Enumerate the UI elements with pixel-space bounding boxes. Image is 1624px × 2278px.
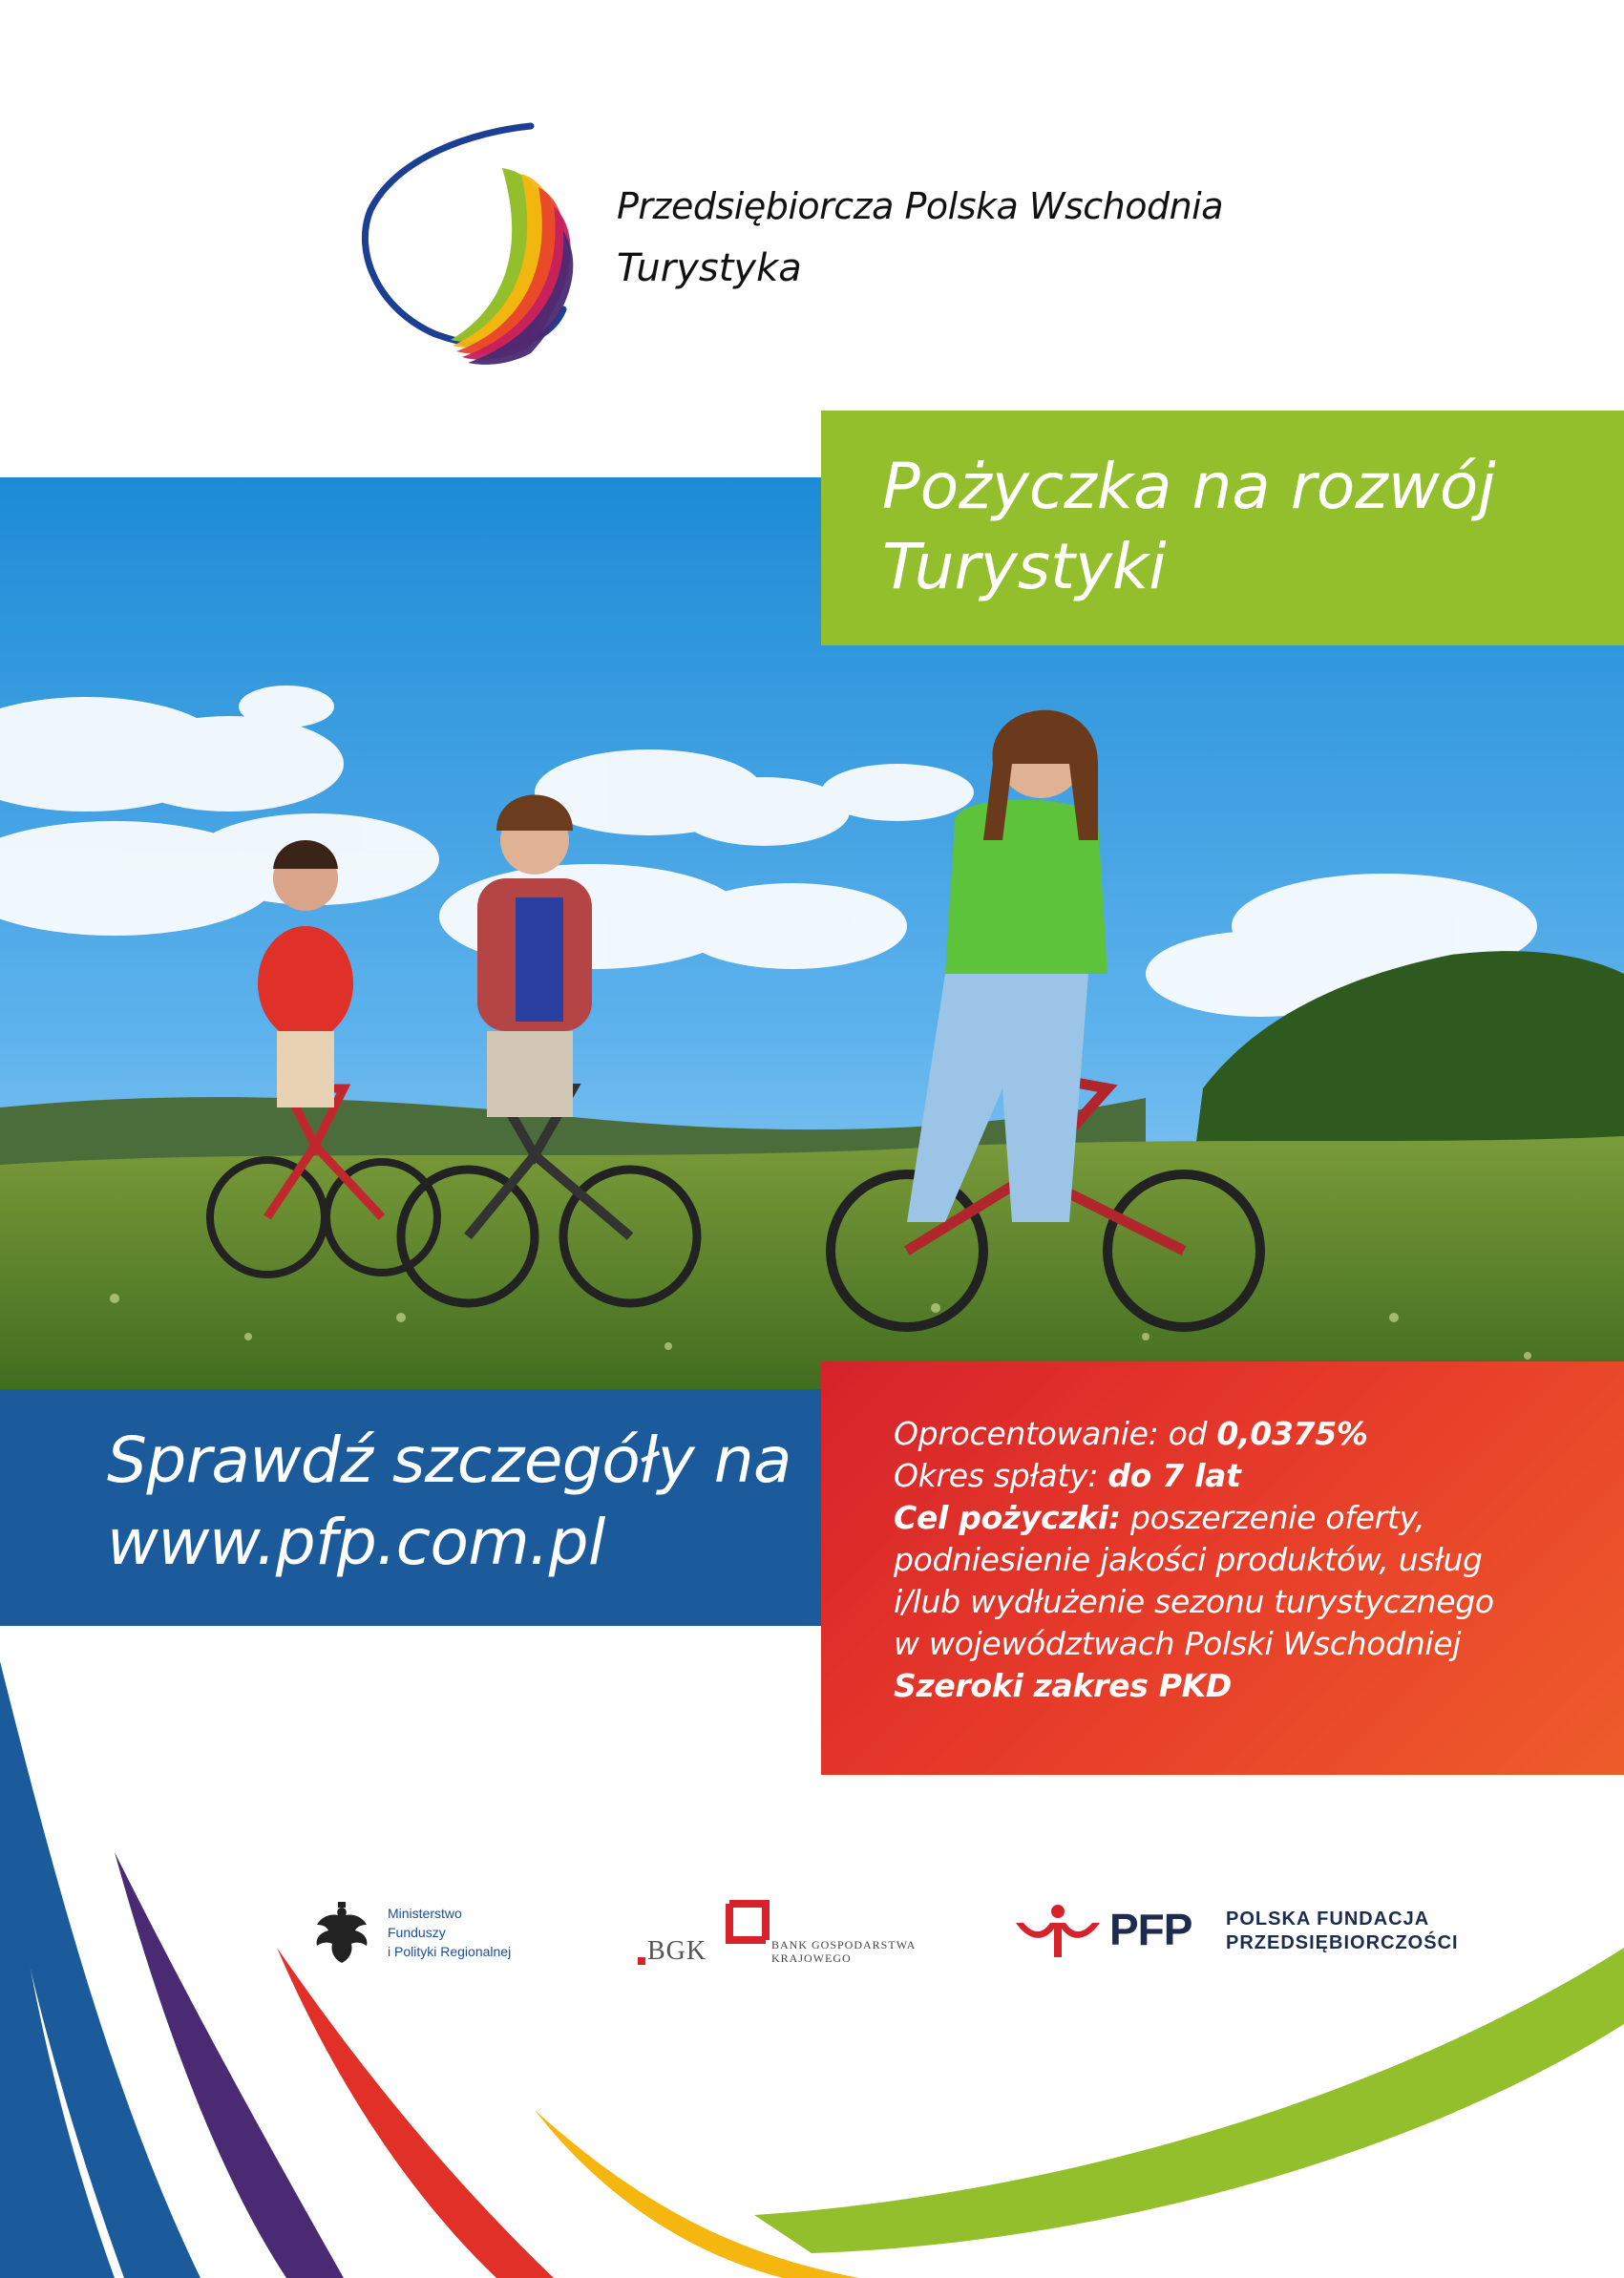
pfp-line2: PRZEDSIĘBIORCZOŚCI: [1226, 1932, 1459, 1953]
pfp-logo: [1010, 1898, 1459, 1971]
bgk-line2: KRAJOWEGO: [771, 1951, 852, 1965]
bgk-full-name: [771, 1938, 916, 1965]
ministry-logo: [311, 1900, 540, 1971]
repayment-term-label: Okres spłaty:: [894, 1457, 1108, 1494]
ministry-line3: i Polityki Regionalnej: [388, 1944, 512, 1959]
ministry-line2: Funduszy: [388, 1925, 446, 1940]
pfp-abbr: PFP: [1109, 1905, 1192, 1954]
loan-title-banner: [821, 411, 1624, 645]
loan-purpose-text-4: w województwach Polski Wschodniej: [894, 1625, 1462, 1662]
loan-title: [882, 447, 1496, 607]
program-logo-mark: [359, 118, 617, 367]
loan-purpose-text-1: poszerzenie oferty,: [1120, 1499, 1425, 1536]
pfp-full-name: [1226, 1908, 1459, 1955]
repayment-term-line: [894, 1455, 1605, 1497]
pkd-scope: Szeroki zakres PKD: [894, 1667, 1233, 1704]
interest-rate-line: [894, 1413, 1605, 1455]
interest-rate-label: Oprocentowanie: od: [894, 1415, 1217, 1452]
logo-program-subtitle: Turystyka: [617, 246, 802, 290]
pfp-emblem-icon: [1010, 1904, 1106, 1961]
loan-purpose-label: Cel pożyczki:: [894, 1499, 1121, 1536]
bgk-logo: [632, 1898, 938, 1974]
ministry-line1: Ministerstwo: [388, 1906, 462, 1921]
repayment-term-value: do 7 lat: [1107, 1457, 1241, 1494]
loan-purpose-text-2: podniesienie jakości produktów, usług: [894, 1541, 1483, 1578]
logo-program-name: Przedsiębiorcza Polska Wschodnia: [617, 185, 1224, 227]
loan-title-line2: Turystyki: [882, 530, 1167, 603]
ministry-name: [388, 1904, 511, 1961]
bgk-line1: BANK GOSPODARSTWA: [771, 1938, 917, 1951]
loan-purpose-line: [894, 1497, 1605, 1539]
interest-rate-value: 0,0375%: [1216, 1415, 1368, 1452]
loan-title-line1: Pożyczka na rozwój: [882, 450, 1496, 523]
bgk-dot-icon: [638, 1957, 645, 1965]
details-cta-line1: Sprawdź szczegóły na: [107, 1424, 791, 1497]
details-cta-banner: [0, 1389, 850, 1626]
program-logo: [359, 118, 1276, 367]
pfp-line1: POLSKA FUNDACJA: [1226, 1909, 1430, 1930]
details-cta: [107, 1420, 791, 1584]
loan-purpose-text-3: i/lub wydłużenie sezonu turystycznego: [894, 1583, 1494, 1620]
bgk-abbr: BGK: [647, 1936, 707, 1966]
details-cta-url[interactable]: www.pfp.com.pl: [107, 1506, 605, 1579]
polish-eagle-emblem-icon: [311, 1902, 372, 1969]
